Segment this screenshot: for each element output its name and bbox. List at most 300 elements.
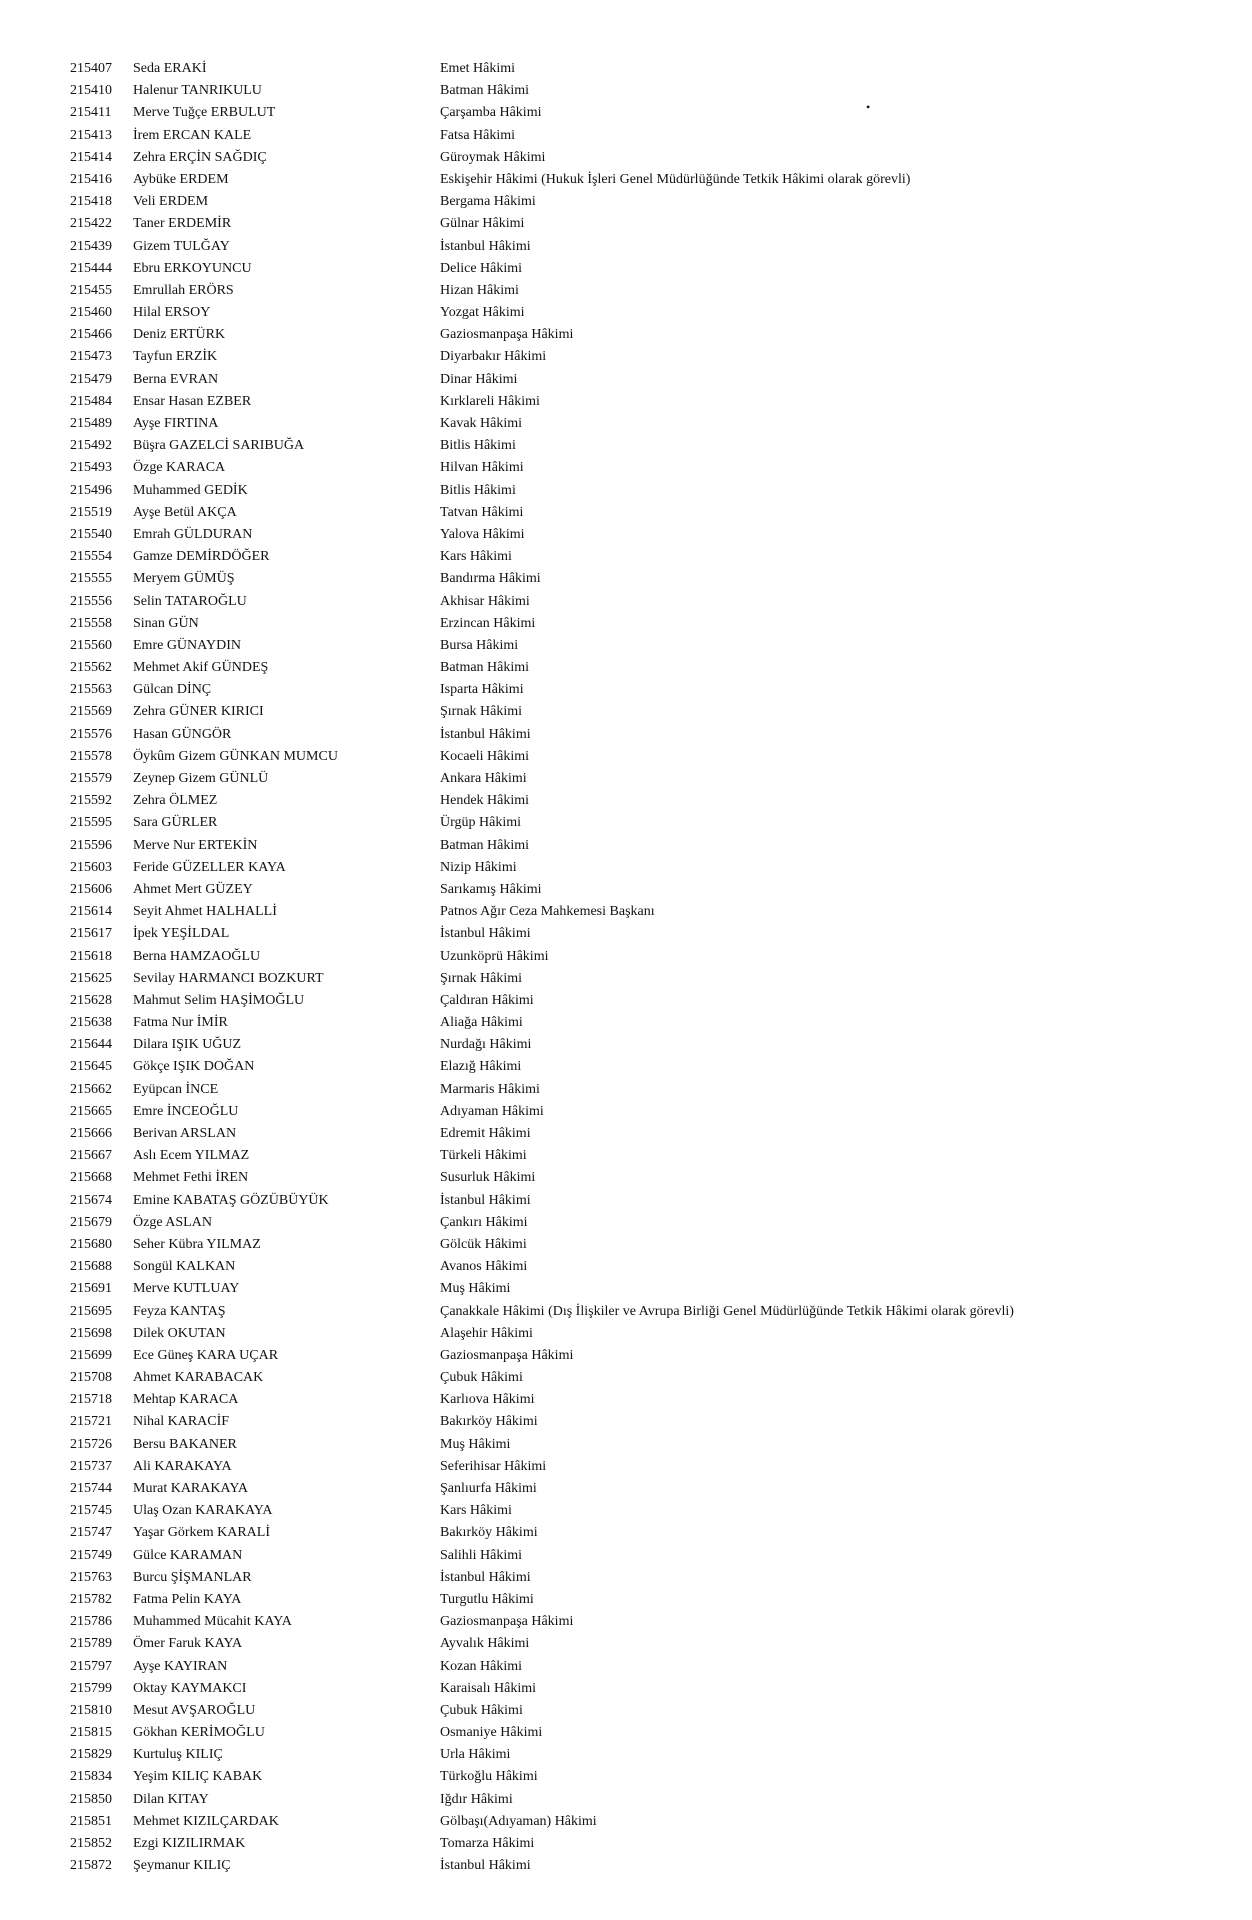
list-item	[0, 1301, 1252, 1323]
registry-number: 215718	[70, 1392, 112, 1408]
person-name: Hilal ERSOY	[133, 305, 211, 321]
assigned-post: Sarıkamış Hâkimi	[440, 881, 542, 897]
person-name: Tayfun ERZİK	[133, 349, 218, 365]
assigned-post: Susurluk Hâkimi	[440, 1170, 536, 1186]
registry-number: 215872	[70, 1858, 112, 1874]
person-name: Muhammed Mücahit KAYA	[133, 1614, 292, 1630]
registry-number: 215606	[70, 881, 112, 897]
person-name: Berna HAMZAOĞLU	[133, 948, 261, 964]
assigned-post: Muş Hâkimi	[440, 1281, 511, 1297]
registry-number: 215797	[70, 1658, 112, 1674]
list-item	[0, 1123, 1252, 1145]
list-item	[0, 1056, 1252, 1078]
assigned-post: Türkoğlu Hâkimi	[440, 1769, 538, 1785]
person-name: Zehra ÖLMEZ	[133, 793, 218, 809]
registry-number: 215688	[70, 1259, 112, 1275]
registry-number: 215422	[70, 216, 112, 232]
assigned-post: Aliağa Hâkimi	[440, 1015, 523, 1031]
assigned-post: İstanbul Hâkimi	[440, 926, 531, 942]
person-name: Gökçe IŞIK DOĞAN	[133, 1059, 255, 1075]
assigned-post: Kars Hâkimi	[440, 1503, 512, 1519]
assigned-post: Ankara Hâkimi	[440, 771, 527, 786]
person-name: Mehmet KIZILÇARDAK	[133, 1813, 279, 1829]
person-name: Meryem GÜMÜŞ	[133, 571, 235, 587]
assigned-post: Şanlıurfa Hâkimi	[440, 1481, 537, 1496]
registry-number: 215576	[70, 726, 112, 742]
registry-number: 215466	[70, 327, 112, 343]
list-item	[0, 635, 1252, 657]
registry-number: 215747	[70, 1525, 112, 1541]
list-item	[0, 147, 1252, 169]
person-name: Ömer Faruk KAYA	[133, 1636, 243, 1652]
list-item	[0, 946, 1252, 968]
person-name: Songül KALKAN	[133, 1259, 236, 1275]
list-item	[0, 1190, 1252, 1212]
assigned-post: Elazığ Hâkimi	[440, 1059, 522, 1075]
person-name: Feride GÜZELLER KAYA	[133, 859, 286, 875]
assigned-post: Patnos Ağır Ceza Mahkemesi Başkanı	[440, 904, 655, 920]
list-item	[0, 1633, 1252, 1655]
list-item	[0, 1256, 1252, 1278]
assigned-post: Edremit Hâkimi	[440, 1126, 531, 1141]
registry-number: 215618	[70, 948, 112, 964]
assigned-post: Turgutlu Hâkimi	[440, 1591, 534, 1607]
registry-number: 215407	[70, 61, 112, 76]
person-name: Nihal KARACİF	[133, 1414, 230, 1430]
appointment-list	[0, 58, 1252, 1877]
registry-number: 215460	[70, 305, 112, 321]
registry-number: 215479	[70, 371, 112, 387]
list-item	[0, 657, 1252, 679]
person-name: Sara GÜRLER	[133, 815, 218, 831]
person-name: Ezgi KIZILIRMAK	[133, 1836, 246, 1851]
stray-mark: •	[866, 100, 871, 114]
assigned-post: Batman Hâkimi	[440, 83, 530, 99]
registry-number: 215555	[70, 571, 112, 587]
assigned-post: Bitlis Hâkimi	[440, 482, 516, 498]
registry-number: 215786	[70, 1614, 112, 1630]
list-item	[0, 1545, 1252, 1567]
assigned-post: Bandırma Hâkimi	[440, 571, 541, 587]
list-item	[0, 1833, 1252, 1855]
person-name: Sevilay HARMANCI BOZKURT	[133, 970, 324, 986]
assigned-post: Şırnak Hâkimi	[440, 704, 523, 720]
assigned-post: Hilvan Hâkimi	[440, 460, 524, 476]
registry-number: 215699	[70, 1347, 112, 1363]
person-name: Emre GÜNAYDIN	[133, 637, 241, 653]
registry-number: 215644	[70, 1037, 112, 1053]
registry-number: 215628	[70, 992, 112, 1008]
list-item	[0, 679, 1252, 701]
list-item	[0, 1700, 1252, 1722]
person-name: Sinan GÜN	[133, 615, 199, 631]
assigned-post: Eskişehir Hâkimi (Hukuk İşleri Genel Müdürlüğünde Tetkik Hâkimi olarak görevli)	[440, 171, 911, 187]
list-item	[0, 80, 1252, 102]
list-item	[0, 524, 1252, 546]
registry-number: 215414	[70, 149, 112, 165]
assigned-post: Gölcük Hâkimi	[440, 1236, 527, 1252]
list-item	[0, 1789, 1252, 1811]
assigned-post: Gaziosmanpaşa Hâkimi	[440, 1347, 574, 1363]
registry-number: 215708	[70, 1370, 112, 1386]
list-item	[0, 1766, 1252, 1788]
person-name: Deniz ERTÜRK	[133, 327, 226, 343]
person-name: Taner ERDEMİR	[133, 216, 232, 232]
person-name: Veli ERDEM	[133, 194, 209, 210]
assigned-post: Akhisar Hâkimi	[440, 593, 530, 609]
assigned-post: Kars Hâkimi	[440, 549, 512, 565]
registry-number: 215614	[70, 904, 112, 920]
person-name: Yaşar Görkem KARALİ	[133, 1525, 271, 1541]
list-item	[0, 457, 1252, 479]
registry-number: 215749	[70, 1547, 112, 1563]
list-item	[0, 812, 1252, 834]
assigned-post: Seferihisar Hâkimi	[440, 1458, 547, 1474]
list-item	[0, 169, 1252, 191]
list-item	[0, 280, 1252, 302]
person-name: Ayşe KAYIRAN	[133, 1658, 228, 1674]
person-name: Mahmut Selim HAŞİMOĞLU	[133, 992, 305, 1008]
registry-number: 215410	[70, 83, 112, 99]
list-item	[0, 1589, 1252, 1611]
registry-number: 215455	[70, 282, 112, 298]
registry-number: 215645	[70, 1059, 112, 1075]
person-name: Kurtuluş KILIÇ	[133, 1747, 223, 1763]
assigned-post: Isparta Hâkimi	[440, 682, 524, 698]
list-item	[0, 324, 1252, 346]
person-name: Fatma Nur İMİR	[133, 1015, 228, 1031]
assigned-post: Kocaeli Hâkimi	[440, 748, 530, 764]
list-item	[0, 1411, 1252, 1433]
person-name: Gamze DEMİRDÖĞER	[133, 549, 270, 565]
assigned-post: İstanbul Hâkimi	[440, 726, 531, 742]
assigned-post: Batman Hâkimi	[440, 837, 530, 853]
assigned-post: Avanos Hâkimi	[440, 1259, 528, 1275]
person-name: Merve Tuğçe ERBULUT	[133, 105, 276, 121]
assigned-post: Uzunköprü Hâkimi	[440, 948, 549, 964]
registry-number: 215562	[70, 660, 112, 676]
list-item	[0, 1234, 1252, 1256]
person-name: Zeynep Gizem GÜNLÜ	[133, 771, 269, 786]
registry-number: 215745	[70, 1503, 112, 1519]
list-item	[0, 1323, 1252, 1345]
registry-number: 215638	[70, 1015, 112, 1031]
registry-number: 215726	[70, 1436, 112, 1452]
registry-number: 215418	[70, 194, 112, 210]
person-name: Yeşim KILIÇ KABAK	[133, 1769, 263, 1785]
list-item	[0, 768, 1252, 790]
list-item	[0, 1012, 1252, 1034]
registry-number: 215556	[70, 593, 112, 609]
assigned-post: Nurdağı Hâkimi	[440, 1037, 532, 1053]
registry-number: 215558	[70, 615, 112, 631]
registry-number: 215815	[70, 1725, 112, 1741]
registry-number: 215569	[70, 704, 112, 720]
person-name: Muhammed GEDİK	[133, 482, 248, 498]
registry-number: 215444	[70, 260, 112, 276]
person-name: Berna EVRAN	[133, 371, 219, 387]
assigned-post: Gaziosmanpaşa Hâkimi	[440, 327, 574, 343]
list-item	[0, 1145, 1252, 1167]
assigned-post: İstanbul Hâkimi	[440, 1192, 531, 1208]
list-item	[0, 258, 1252, 280]
registry-number: 215578	[70, 748, 112, 764]
assigned-post: Yalova Hâkimi	[440, 526, 525, 542]
person-name: Zehra GÜNER KIRICI	[133, 704, 264, 720]
person-name: Şeymanur KILIÇ	[133, 1858, 231, 1874]
list-item	[0, 1278, 1252, 1300]
assigned-post: Karaisalı Hâkimi	[440, 1680, 537, 1696]
assigned-post: Alaşehir Hâkimi	[440, 1325, 533, 1341]
assigned-post: Bursa Hâkimi	[440, 637, 519, 653]
list-item	[0, 236, 1252, 258]
person-name: Ensar Hasan EZBER	[133, 393, 252, 409]
list-item	[0, 835, 1252, 857]
assigned-post: Iğdır Hâkimi	[440, 1791, 513, 1807]
list-item	[0, 502, 1252, 524]
person-name: Ece Güneş KARA UÇAR	[133, 1347, 279, 1363]
person-name: Halenur TANRIKULU	[133, 83, 262, 99]
assigned-post: Gaziosmanpaşa Hâkimi	[440, 1614, 574, 1630]
person-name: Ayşe FIRTINA	[133, 416, 219, 431]
assigned-post: Tatvan Hâkimi	[440, 504, 524, 520]
list-item	[0, 701, 1252, 723]
list-item	[0, 213, 1252, 235]
registry-number: 215665	[70, 1103, 112, 1119]
assigned-post: Delice Hâkimi	[440, 260, 523, 276]
list-item	[0, 1079, 1252, 1101]
registry-number: 215666	[70, 1126, 112, 1141]
person-name: Oktay KAYMAKCI	[133, 1680, 247, 1696]
registry-number: 215744	[70, 1481, 112, 1496]
assigned-post: Çanakkale Hâkimi (Dış İlişkiler ve Avrupa Birliği Genel Müdürlüğünde Tetkik Hâkimi olarak görevli)	[440, 1303, 1014, 1319]
assigned-post: Dinar Hâkimi	[440, 371, 518, 387]
registry-number: 215691	[70, 1281, 112, 1297]
person-name: Mesut AVŞAROĞLU	[133, 1702, 256, 1718]
list-item	[0, 923, 1252, 945]
registry-number: 215851	[70, 1813, 112, 1829]
registry-number: 215829	[70, 1747, 112, 1763]
person-name: Gülcan DİNÇ	[133, 682, 212, 698]
list-item	[0, 591, 1252, 613]
person-name: Özge KARACA	[133, 460, 226, 476]
registry-number: 215492	[70, 438, 112, 454]
list-item	[0, 346, 1252, 368]
assigned-post: Gölbaşı(Adıyaman) Hâkimi	[440, 1813, 597, 1829]
registry-number: 215695	[70, 1303, 112, 1319]
assigned-post: Çarşamba Hâkimi	[440, 105, 542, 121]
list-item	[0, 968, 1252, 990]
assigned-post: İstanbul Hâkimi	[440, 238, 531, 254]
assigned-post: Çubuk Hâkimi	[440, 1370, 523, 1386]
registry-number: 215625	[70, 970, 112, 986]
assigned-post: İstanbul Hâkimi	[440, 1569, 531, 1585]
list-item	[0, 1167, 1252, 1189]
person-name: Feyza KANTAŞ	[133, 1303, 226, 1319]
list-item	[0, 102, 1252, 124]
assigned-post: Bakırköy Hâkimi	[440, 1525, 538, 1541]
person-name: Ebru ERKOYUNCU	[133, 260, 252, 276]
assigned-post: Çubuk Hâkimi	[440, 1702, 523, 1718]
person-name: Aslı Ecem YILMAZ	[133, 1148, 250, 1164]
list-item	[0, 413, 1252, 435]
list-item	[0, 990, 1252, 1012]
list-item	[0, 1567, 1252, 1589]
list-item	[0, 1434, 1252, 1456]
list-item	[0, 613, 1252, 635]
list-item	[0, 1855, 1252, 1877]
assigned-post: Gülnar Hâkimi	[440, 216, 525, 232]
registry-number: 215540	[70, 526, 112, 542]
assigned-post: Tomarza Hâkimi	[440, 1836, 535, 1851]
list-item	[0, 1456, 1252, 1478]
person-name: Seda ERAKİ	[133, 61, 207, 76]
list-item	[0, 1345, 1252, 1367]
registry-number: 215413	[70, 127, 112, 143]
list-item	[0, 391, 1252, 413]
person-name: Ali KARAKAYA	[133, 1458, 232, 1474]
list-item	[0, 1611, 1252, 1633]
person-name: Dilan KITAY	[133, 1791, 209, 1807]
assigned-post: Kavak Hâkimi	[440, 416, 523, 431]
list-item	[0, 369, 1252, 391]
registry-number: 215493	[70, 460, 112, 476]
registry-number: 215489	[70, 416, 112, 431]
list-item	[0, 1101, 1252, 1123]
registry-number: 215789	[70, 1636, 112, 1652]
registry-number: 215596	[70, 837, 112, 853]
list-item	[0, 568, 1252, 590]
person-name: Fatma Pelin KAYA	[133, 1591, 242, 1607]
assigned-post: İstanbul Hâkimi	[440, 1858, 531, 1874]
person-name: Emre İNCEOĞLU	[133, 1103, 239, 1119]
assigned-post: Hizan Hâkimi	[440, 282, 519, 298]
list-item	[0, 1744, 1252, 1766]
assigned-post: Bakırköy Hâkimi	[440, 1414, 538, 1430]
list-item	[0, 480, 1252, 502]
assigned-post: Çankırı Hâkimi	[440, 1214, 528, 1230]
assigned-post: Karlıova Hâkimi	[440, 1392, 535, 1408]
registry-number: 215679	[70, 1214, 112, 1230]
assigned-post: Salihli Hâkimi	[440, 1547, 523, 1563]
person-name: Ulaş Ozan KARAKAYA	[133, 1503, 273, 1519]
assigned-post: Şırnak Hâkimi	[440, 970, 523, 986]
list-item	[0, 58, 1252, 80]
list-item	[0, 1522, 1252, 1544]
list-item	[0, 746, 1252, 768]
registry-number: 215721	[70, 1414, 112, 1430]
person-name: Merve Nur ERTEKİN	[133, 837, 258, 853]
registry-number: 215680	[70, 1236, 112, 1252]
registry-number: 215810	[70, 1702, 112, 1718]
person-name: Burcu ŞİŞMANLAR	[133, 1569, 252, 1585]
registry-number: 215667	[70, 1148, 112, 1164]
registry-number: 215563	[70, 682, 112, 698]
list-item	[0, 191, 1252, 213]
list-item	[0, 1811, 1252, 1833]
registry-number: 215662	[70, 1081, 112, 1097]
list-item	[0, 435, 1252, 457]
person-name: Gizem TULĞAY	[133, 238, 230, 254]
assigned-post: Türkeli Hâkimi	[440, 1148, 527, 1164]
registry-number: 215416	[70, 171, 112, 187]
registry-number: 215737	[70, 1458, 112, 1474]
person-name: Emrah GÜLDURAN	[133, 526, 253, 542]
person-name: Gökhan KERİMOĞLU	[133, 1725, 265, 1741]
person-name: Aybüke ERDEM	[133, 171, 229, 187]
person-name: Öykûm Gizem GÜNKAN MUMCU	[133, 748, 338, 764]
list-item	[0, 790, 1252, 812]
registry-number: 215763	[70, 1569, 112, 1585]
assigned-post: Kozan Hâkimi	[440, 1658, 523, 1674]
registry-number: 215617	[70, 926, 112, 942]
person-name: Zehra ERÇİN SAĞDIÇ	[133, 149, 267, 165]
assigned-post: Fatsa Hâkimi	[440, 127, 516, 143]
registry-number: 215850	[70, 1791, 112, 1807]
list-item	[0, 901, 1252, 923]
assigned-post: Osmaniye Hâkimi	[440, 1725, 543, 1741]
assigned-post: Batman Hâkimi	[440, 660, 530, 676]
assigned-post: Hendek Hâkimi	[440, 793, 530, 809]
registry-number: 215674	[70, 1192, 112, 1208]
person-name: Gülce KARAMAN	[133, 1547, 243, 1563]
registry-number: 215592	[70, 793, 112, 809]
assigned-post: Yozgat Hâkimi	[440, 305, 525, 321]
list-item	[0, 857, 1252, 879]
assigned-post: Muş Hâkimi	[440, 1436, 511, 1452]
person-name: İpek YEŞİLDAL	[133, 926, 230, 942]
assigned-post: Çaldıran Hâkimi	[440, 992, 534, 1008]
assigned-post: Nizip Hâkimi	[440, 859, 517, 875]
person-name: Ahmet Mert GÜZEY	[133, 881, 253, 897]
registry-number: 215852	[70, 1836, 112, 1851]
person-name: Seher Kübra YILMAZ	[133, 1236, 261, 1252]
registry-number: 215560	[70, 637, 112, 653]
list-item	[0, 546, 1252, 568]
person-name: Ayşe Betül AKÇA	[133, 504, 237, 520]
registry-number: 215595	[70, 815, 112, 831]
assigned-post: Güroymak Hâkimi	[440, 149, 546, 165]
person-name: Ahmet KARABACAK	[133, 1370, 264, 1386]
assigned-post: Bitlis Hâkimi	[440, 438, 516, 454]
registry-number: 215439	[70, 238, 112, 254]
registry-number: 215579	[70, 771, 112, 786]
assigned-post: Emet Hâkimi	[440, 61, 516, 76]
list-item	[0, 724, 1252, 746]
assigned-post: Marmaris Hâkimi	[440, 1081, 540, 1097]
person-name: Mehmet Fethi İREN	[133, 1170, 249, 1186]
person-name: Emine KABATAŞ GÖZÜBÜYÜK	[133, 1192, 329, 1208]
person-name: Eyüpcan İNCE	[133, 1081, 219, 1097]
person-name: İrem ERCAN KALE	[133, 127, 252, 143]
list-item	[0, 1212, 1252, 1234]
person-name: Merve KUTLUAY	[133, 1281, 240, 1297]
person-name: Emrullah ERÖRS	[133, 282, 234, 298]
list-item	[0, 125, 1252, 147]
assigned-post: Kırklareli Hâkimi	[440, 393, 540, 409]
registry-number: 215519	[70, 504, 112, 520]
registry-number: 215554	[70, 549, 112, 565]
registry-number: 215834	[70, 1769, 112, 1785]
person-name: Berivan ARSLAN	[133, 1126, 237, 1141]
assigned-post: Adıyaman Hâkimi	[440, 1103, 544, 1119]
person-name: Büşra GAZELCİ SARIBUĞA	[133, 438, 305, 454]
person-name: Seyit Ahmet HALHALLİ	[133, 904, 277, 920]
registry-number: 215782	[70, 1591, 112, 1607]
assigned-post: Bergama Hâkimi	[440, 194, 536, 210]
list-item	[0, 1722, 1252, 1744]
person-name: Dilek OKUTAN	[133, 1325, 226, 1341]
